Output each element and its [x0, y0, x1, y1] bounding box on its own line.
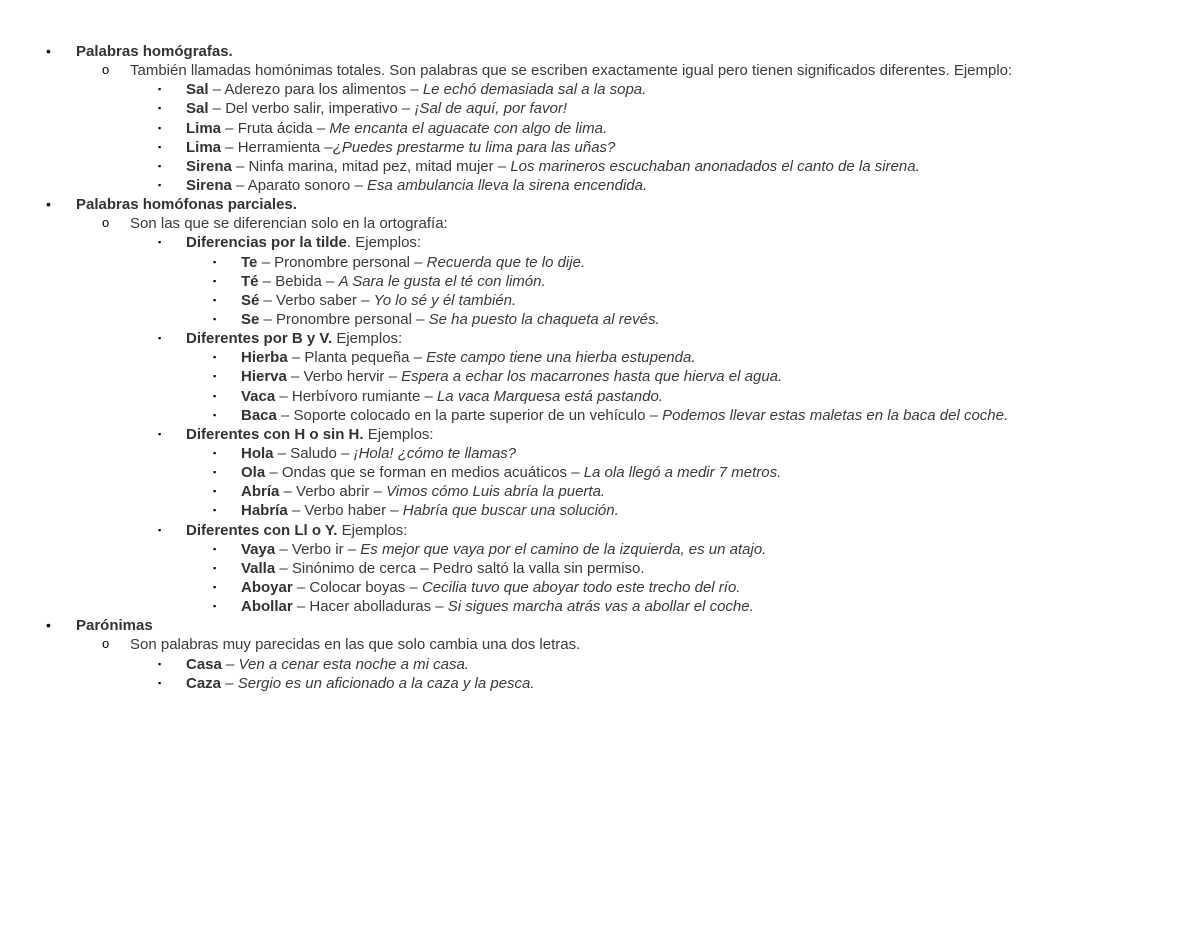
list-item — [0, 521, 1200, 540]
list-item-definition: – Aderezo para los alimentos – — [208, 81, 423, 99]
circle-bullet-icon: o — [102, 215, 110, 231]
list-item-text — [186, 80, 646, 99]
list-item-definition: – Del verbo salir, imperativo – — [208, 100, 415, 118]
list-item-term: Sirena — [186, 176, 232, 194]
list-item-definition: – Herbívoro rumiante – — [275, 387, 437, 405]
list-item-text — [76, 195, 297, 214]
list-item — [0, 597, 1200, 616]
list-item — [0, 310, 1200, 329]
list-item-definition: – Soporte colocado en la parte superior de un vehículo – — [276, 406, 663, 424]
list-item-text — [241, 310, 660, 329]
list-item-text — [130, 635, 580, 654]
list-item-text — [241, 559, 645, 578]
list-item — [0, 291, 1200, 310]
square-bullet-icon: ▪ — [213, 447, 217, 458]
list-item-text — [241, 501, 619, 520]
list-item-term: Parónimas — [76, 617, 153, 635]
square-bullet-icon: ▪ — [158, 160, 162, 171]
list-item-term: Sirena — [186, 157, 232, 175]
list-item-term: Abría — [241, 483, 280, 501]
list-item-term: Lima — [186, 138, 222, 156]
list-item — [0, 635, 1200, 654]
list-item-example: Recuerda que te lo dije. — [426, 253, 586, 271]
list-item-example: ¡Sal de aquí, por favor! — [414, 100, 568, 118]
list-item-definition: Ejemplos: — [363, 425, 434, 443]
list-item-term: Sal — [186, 81, 209, 99]
list-item-text — [186, 674, 535, 693]
list-item-text — [241, 387, 663, 406]
square-bullet-icon: ▪ — [158, 333, 162, 344]
list-item-example: Le echó demasiada sal a la sopa. — [422, 81, 647, 99]
list-item-example: Este campo tiene una hierba estupenda. — [426, 349, 696, 367]
list-item-example: Podemos llevar estas maletas en la baca del coche. — [662, 406, 1009, 424]
list-item-text — [241, 406, 1008, 425]
list-item-example: Es mejor que vaya por el camino de la izquierda, es un atajo. — [360, 540, 767, 558]
list-item-term: Sé — [241, 291, 260, 309]
list-item-definition: – Bebida – — [258, 272, 339, 290]
list-item-term: Baca — [241, 406, 277, 424]
list-item — [0, 387, 1200, 406]
list-item — [0, 559, 1200, 578]
list-item-text — [130, 61, 1012, 80]
list-item-term: Sal — [186, 100, 209, 118]
list-item-definition: Son las que se diferencian solo en la ortografía: — [130, 215, 448, 233]
square-bullet-icon: ▪ — [213, 294, 217, 305]
list-item — [0, 119, 1200, 138]
list-item-text — [241, 291, 516, 310]
list-item — [0, 540, 1200, 559]
list-item-definition: – Hacer abolladuras – — [292, 598, 448, 616]
list-item-term: Vaca — [241, 387, 276, 405]
list-item — [0, 348, 1200, 367]
list-item-definition: – Planta pequeña – — [287, 349, 427, 367]
list-item — [0, 655, 1200, 674]
list-item-example: Espera a echar los macarrones hasta que hierva el agua. — [401, 368, 783, 386]
list-item-definition: Ejemplos: — [337, 521, 408, 539]
list-item-example: Esa ambulancia lleva la sirena encendida. — [366, 176, 648, 194]
list-item-example: Se ha puesto la chaqueta al revés. — [428, 310, 660, 328]
list-item-text — [186, 233, 421, 252]
list-item-example: Vimos cómo Luis abría la puerta. — [386, 483, 606, 501]
list-item — [0, 214, 1200, 233]
list-item — [0, 272, 1200, 291]
list-item-definition: – Pronombre personal – — [257, 253, 427, 271]
list-item-definition: – Verbo saber – — [259, 291, 374, 309]
list-item-term: Valla — [241, 559, 276, 577]
list-item — [0, 406, 1200, 425]
square-bullet-icon: ▪ — [158, 677, 162, 688]
list-item-example: ¿Puedes prestarme tu lima para las uñas? — [332, 138, 616, 156]
list-item — [0, 578, 1200, 597]
list-item-text — [241, 253, 585, 272]
disc-bullet-icon: • — [46, 196, 51, 213]
list-item-text — [241, 444, 516, 463]
list-item — [0, 425, 1200, 444]
list-item — [0, 42, 1200, 61]
list-item-text — [186, 176, 647, 195]
list-item-term: Diferentes con H o sin H. — [186, 425, 364, 443]
list-item-text — [186, 99, 567, 118]
list-item-example: Si sigues marcha atrás vas a abollar el coche. — [447, 598, 754, 616]
list-item — [0, 501, 1200, 520]
list-item-definition: . Ejemplos: — [346, 234, 422, 252]
square-bullet-icon: ▪ — [213, 256, 217, 267]
square-bullet-icon: ▪ — [158, 658, 162, 669]
list-item-term: Diferencias por la tilde — [186, 234, 347, 252]
square-bullet-icon: ▪ — [213, 562, 217, 573]
square-bullet-icon: ▪ — [158, 84, 162, 95]
square-bullet-icon: ▪ — [158, 141, 162, 152]
list-item-text — [186, 521, 407, 540]
list-item-term: Caza — [186, 674, 222, 692]
square-bullet-icon: ▪ — [213, 601, 217, 612]
list-item-term: Hola — [241, 444, 274, 462]
list-item — [0, 157, 1200, 176]
disc-bullet-icon: • — [46, 43, 51, 59]
document-body — [0, 42, 1200, 693]
list-item-term: Palabras homófonas parciales. — [76, 196, 297, 214]
list-item-example: Me encanta el aguacate con algo de lima. — [329, 119, 608, 137]
circle-bullet-icon: o — [102, 636, 110, 652]
list-item — [0, 444, 1200, 463]
list-item-term: Palabras homógrafas. — [76, 43, 233, 60]
list-item-definition: – Verbo haber – — [287, 502, 403, 520]
list-item-term: Hierba — [241, 349, 288, 367]
list-item-definition: – Pronombre personal – — [259, 310, 429, 328]
list-item-text — [76, 616, 153, 635]
list-item-example: Los marineros escuchaban anonadados el canto de la sirena. — [510, 157, 920, 175]
list-item — [0, 138, 1200, 157]
list-item-term: Casa — [186, 655, 222, 673]
list-item-text — [241, 597, 754, 616]
list-item — [0, 329, 1200, 348]
list-item-term: Té — [241, 272, 259, 290]
list-item-definition: – Verbo hervir – — [286, 368, 402, 386]
list-item — [0, 176, 1200, 195]
circle-bullet-icon: o — [102, 62, 110, 78]
list-item-term: Diferentes con Ll o Y. — [186, 521, 338, 539]
list-item — [0, 367, 1200, 386]
list-item-text — [186, 329, 402, 348]
square-bullet-icon: ▪ — [158, 179, 162, 190]
square-bullet-icon: ▪ — [158, 524, 162, 535]
list-item-definition: – Sinónimo de cerca – Pedro saltó la valla sin permiso. — [275, 559, 645, 577]
list-item — [0, 482, 1200, 501]
list-item-text — [241, 540, 766, 559]
list-item — [0, 99, 1200, 118]
list-item-text — [241, 463, 781, 482]
list-item-text — [186, 425, 434, 444]
list-item-term: Diferentes por B y V. — [186, 330, 333, 348]
disc-bullet-icon: • — [46, 617, 51, 634]
list-item-definition: – Ninfa marina, mitad pez, mitad mujer – — [231, 157, 511, 175]
list-item-text — [186, 157, 920, 176]
list-item-example: Sergio es un aficionado a la caza y la pesca. — [237, 674, 535, 692]
square-bullet-icon: ▪ — [213, 505, 217, 516]
square-bullet-icon: ▪ — [213, 581, 217, 592]
list-item-definition: – — [221, 674, 238, 692]
list-item-text — [241, 482, 605, 501]
square-bullet-icon: ▪ — [158, 122, 162, 133]
list-item-term: Hierva — [241, 368, 287, 386]
list-item-definition: – Saludo – — [273, 444, 354, 462]
list-item-example: Habría que buscar una solución. — [402, 502, 619, 520]
square-bullet-icon: ▪ — [158, 237, 162, 248]
list-item-text — [186, 655, 469, 674]
list-item-definition: – Aparato sonoro – — [231, 176, 367, 194]
list-item — [0, 80, 1200, 99]
list-item-example: Yo lo sé y él también. — [373, 291, 517, 309]
list-item-term: Te — [241, 253, 258, 271]
list-item-text — [186, 119, 607, 138]
list-item-definition: – Fruta ácida – — [221, 119, 330, 137]
list-item-text — [130, 214, 448, 233]
list-item-text — [241, 348, 696, 367]
list-item — [0, 233, 1200, 252]
list-item-definition: Son palabras muy parecidas en las que solo cambia una dos letras. — [130, 636, 581, 654]
list-item-term: Aboyar — [241, 578, 293, 596]
square-bullet-icon: ▪ — [213, 409, 217, 420]
list-item-text — [241, 272, 546, 291]
list-item — [0, 195, 1200, 214]
list-item — [0, 616, 1200, 635]
list-item-text — [76, 42, 233, 61]
square-bullet-icon: ▪ — [213, 543, 217, 554]
list-item-example: La ola llegó a medir 7 metros. — [583, 464, 782, 482]
list-item-example: ¡Hola! ¿cómo te llamas? — [353, 444, 517, 462]
square-bullet-icon: ▪ — [213, 371, 217, 382]
list-item-definition: – Colocar boyas – — [292, 578, 422, 596]
list-item-term: Vaya — [241, 540, 276, 558]
square-bullet-icon: ▪ — [213, 352, 217, 363]
list-item-definition: – Verbo abrir – — [279, 483, 387, 501]
list-item-text — [241, 578, 740, 597]
square-bullet-icon: ▪ — [158, 103, 162, 114]
list-item-definition: – Herramienta – — [221, 138, 333, 156]
list-item-definition: Ejemplos: — [332, 330, 403, 348]
list-item-example: Ven a cenar esta noche a mi casa. — [238, 655, 469, 673]
list-item-term: Se — [241, 310, 260, 328]
list-item — [0, 674, 1200, 693]
list-item — [0, 61, 1200, 80]
list-item-text — [241, 367, 782, 386]
square-bullet-icon: ▪ — [213, 313, 217, 324]
square-bullet-icon: ▪ — [158, 428, 162, 439]
list-item-definition: – — [221, 655, 239, 673]
list-item-term: Habría — [241, 502, 288, 520]
square-bullet-icon: ▪ — [213, 390, 217, 401]
list-item-definition: – Verbo ir – — [275, 540, 361, 558]
list-item — [0, 463, 1200, 482]
square-bullet-icon: ▪ — [213, 467, 217, 478]
list-item-definition: También llamadas homónimas totales. Son palabras que se escriben exactamente igual pero tienen significados diferentes. Ejemplo: — [130, 62, 1013, 80]
list-item-term: Abollar — [241, 598, 293, 616]
list-item-definition: – Ondas que se forman en medios acuáticos – — [265, 464, 584, 482]
list-item-text — [186, 138, 615, 157]
list-item-example: A Sara le gusta el té con limón. — [338, 272, 546, 290]
list-item-term: Ola — [241, 464, 266, 482]
list-item-example: Cecilia tuvo que aboyar todo este trecho del río. — [421, 578, 741, 596]
list-item — [0, 253, 1200, 272]
square-bullet-icon: ▪ — [213, 275, 217, 286]
square-bullet-icon: ▪ — [213, 486, 217, 497]
list-item-term: Lima — [186, 119, 222, 137]
list-item-example: La vaca Marquesa está pastando. — [436, 387, 663, 405]
